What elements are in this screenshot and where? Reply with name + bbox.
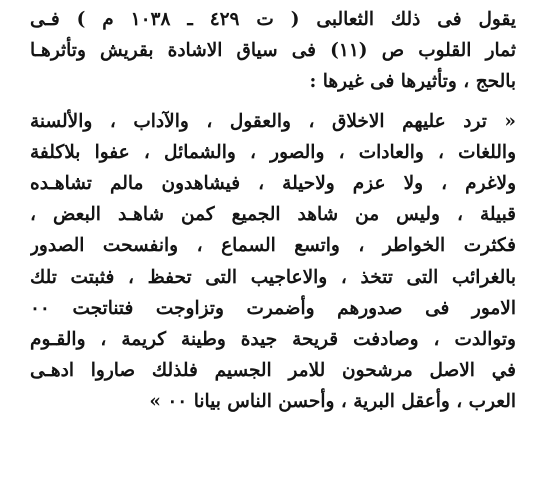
arabic-text-block [30,4,516,417]
quote-line-2: واللغات ، والعادات ، والصور ، والشمائل ، عفوا بلاكلفة [30,141,516,163]
quote-line-1: « ترد عليهم الاخلاق ، والعقول ، والآداب ، والألسنة [30,110,516,132]
quote-line-4: قبيلة ، وليس من شاهد الجميع كمن شاهـد البعض ، [30,204,516,226]
quote-line-3: ولاغرم ، ولا عزم ولاحيلة ، فيشاهدون مالم تشاهـده [30,172,516,194]
intro-line-2: ثمار القلوب ص (١١) فى سياق الاشادة بقريش وتأثرهـا [30,40,516,62]
quote-line-7: الامور فى صدورهم وأضمرت وتزاوجت فتناتجت ٠٠ [30,297,516,319]
quote-line-10: العرب ، وأعقل البرية ، وأحسن الناس بيانا ٠٠ » [149,391,516,413]
intro-line-3: بالحج ، وتأثيرها فى غيرها : [309,71,516,93]
intro-line-1: يقول فى ذلك الثعالبى ( ت ٤٢٩ ـ ١٠٣٨ م ) فـى [30,9,516,30]
quote-line-8: وتوالدت ، وصادفت قريحة جيدة وطينة كريمة ، والقـوم [30,328,516,350]
quote-line-5: فكثرت الخواطر ، واتسع السماع ، وانفسحت الصدور [30,235,516,257]
quote-line-9: في الاصل مرشحون للامر الجسيم فلذلك صاروا ادهـى [30,360,516,382]
quote-line-6: بالغرائب التى تتخذ ، والاعاجيب التى تحفظ ، فثبتت تلك [30,266,516,288]
